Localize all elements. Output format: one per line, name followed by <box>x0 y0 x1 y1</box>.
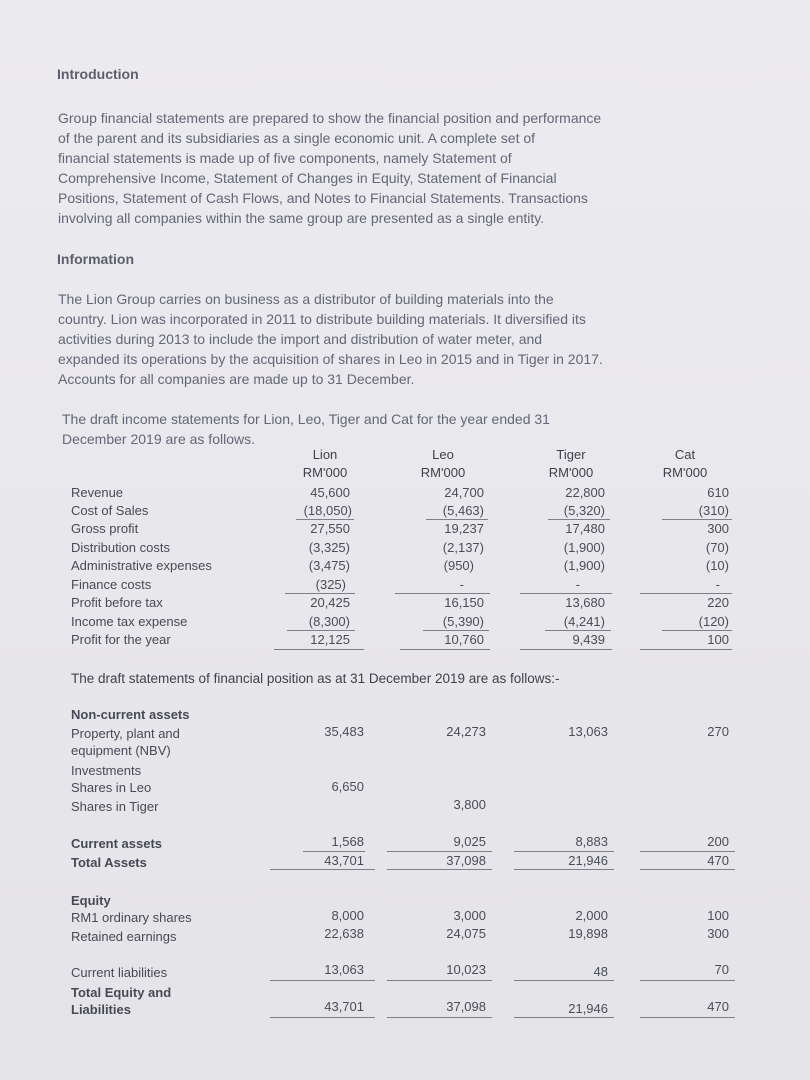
value-cell: 9,025 <box>453 834 486 849</box>
intro-line: involving all companies within the same group are presented as a single entity. <box>58 210 545 226</box>
column-header-tiger <box>521 447 621 480</box>
value-cell: 19,898 <box>568 926 608 941</box>
value-cell: 43,701 <box>324 853 364 868</box>
value-cell: 13,063 <box>324 962 364 977</box>
value-cell: 35,483 <box>324 724 364 739</box>
value-cell: 610 <box>707 485 729 500</box>
row-current-assets: Current assets <box>71 836 163 851</box>
ppe-label-line: equipment (NBV) <box>71 743 171 758</box>
row-shares-in-leo: Shares in Leo <box>71 780 152 795</box>
value-cell: 9,439 <box>572 632 605 647</box>
row-shares-in-tiger: Shares in Tiger <box>71 799 159 814</box>
value-cell: 100 <box>707 632 729 647</box>
value-cell: (18,050) <box>303 503 352 518</box>
intro-line: Comprehensive Income, Statement of Changes in Equity, Statement of Financial <box>58 170 557 186</box>
value-cell: 24,075 <box>446 926 486 941</box>
value-cell: 13,680 <box>565 595 605 610</box>
row-gross-profit: Gross profit <box>71 521 139 536</box>
value-cell: (3,475) <box>308 558 350 573</box>
row-total-assets: Total Assets <box>71 855 147 870</box>
company-unit: RM'000 <box>420 465 466 480</box>
subtotal-rule <box>285 593 355 594</box>
total-rule <box>274 649 364 650</box>
subtotal-rule <box>387 980 492 981</box>
value-cell: 10,023 <box>446 962 486 977</box>
column-header-lion <box>275 447 375 480</box>
value-cell: 21,946 <box>568 853 608 868</box>
introduction-paragraph <box>58 108 733 228</box>
value-cell: 19,237 <box>444 521 484 536</box>
company-name: Leo <box>432 447 454 462</box>
value-cell: (5,463) <box>442 503 484 518</box>
sofp-intro: The draft statements of financial position as at 31 December 2019 are as follows:- <box>71 671 560 686</box>
value-cell: 37,098 <box>446 999 486 1014</box>
value-cell: (5,320) <box>563 503 605 518</box>
information-heading: Information <box>57 251 134 267</box>
subtotal-rule <box>520 593 612 594</box>
value-cell: (1,900) <box>563 558 605 573</box>
company-name: Tiger <box>556 447 586 462</box>
value-cell: 8,883 <box>575 834 608 849</box>
subtotal-rule <box>514 980 614 981</box>
value-cell: 10,760 <box>444 632 484 647</box>
subtotal-rule <box>287 630 355 631</box>
value-cell: (325) <box>315 577 346 592</box>
company-name: Lion <box>312 447 338 462</box>
total-rule <box>640 1017 735 1018</box>
column-header-cat <box>635 447 735 480</box>
value-cell: 270 <box>707 724 729 739</box>
value-cell: (70) <box>705 540 729 555</box>
total-rule <box>270 869 375 870</box>
value-cell: 37,098 <box>446 853 486 868</box>
company-unit: RM'000 <box>662 465 708 480</box>
total-rule <box>514 869 614 870</box>
value-cell: 13,063 <box>568 724 608 739</box>
value-cell: 300 <box>707 521 729 536</box>
subtotal-rule <box>303 851 365 852</box>
intro-line: Group financial statements are prepared to show the financial position and performance <box>58 110 602 126</box>
intro-statement-line: The draft income statements for Lion, Leo, Tiger and Cat for the year ended 31 <box>62 411 550 427</box>
info-line: activities during 2013 to include the import and distribution of water meter, and <box>58 331 543 347</box>
subtotal-rule <box>387 851 492 852</box>
column-header-leo <box>393 447 493 480</box>
subtotal-rule <box>640 851 735 852</box>
value-cell: (3,325) <box>308 540 350 555</box>
row-distribution-costs: Distribution costs <box>71 540 170 555</box>
row-revenue: Revenue <box>71 485 124 500</box>
intro-line: Positions, Statement of Cash Flows, and Notes to Financial Statements. Transactions <box>58 190 588 206</box>
company-unit: RM'000 <box>302 465 348 480</box>
value-cell: 12,125 <box>310 632 350 647</box>
value-cell: (4,241) <box>563 614 605 629</box>
row-income-tax-expense: Income tax expense <box>71 614 188 629</box>
info-line: country. Lion was incorporated in 2011 to distribute building materials. It diversified its <box>58 311 586 327</box>
value-cell: 22,638 <box>324 926 364 941</box>
value-cell: 8,000 <box>331 908 364 923</box>
row-administrative-expenses: Administrative expenses <box>71 558 212 573</box>
info-line: Accounts for all companies are made up to 31 December. <box>58 371 415 387</box>
row-ordinary-shares: RM1 ordinary shares <box>71 910 192 925</box>
subtotal-rule <box>395 593 490 594</box>
subtotal-rule <box>640 980 735 981</box>
value-cell: (950) <box>443 558 474 573</box>
value-cell: (1,900) <box>563 540 605 555</box>
value-cell: 200 <box>707 834 729 849</box>
row-investments: Investments <box>71 763 142 778</box>
subtotal-rule <box>548 519 610 520</box>
non-current-assets-heading: Non-current assets <box>71 707 190 722</box>
subtotal-rule <box>662 519 732 520</box>
value-cell: - <box>459 577 464 592</box>
subtotal-rule <box>296 519 354 520</box>
value-cell: - <box>575 577 580 592</box>
total-el-label-line: Liabilities <box>71 1002 131 1017</box>
value-cell: (310) <box>698 503 729 518</box>
total-rule <box>387 1017 492 1018</box>
subtotal-rule <box>426 519 488 520</box>
row-finance-costs: Finance costs <box>71 577 152 592</box>
row-total-equity-liabilities <box>71 984 171 1018</box>
row-profit-for-the-year: Profit for the year <box>71 632 171 647</box>
row-retained-earnings: Retained earnings <box>71 929 177 944</box>
value-cell: (8,300) <box>308 614 350 629</box>
value-cell: 20,425 <box>310 595 350 610</box>
total-rule <box>520 649 612 650</box>
value-cell: - <box>715 577 720 592</box>
subtotal-rule <box>423 630 489 631</box>
intro-statement-line: December 2019 are as follows. <box>62 431 255 447</box>
value-cell: 1,568 <box>331 834 364 849</box>
row-property-plant-equipment <box>71 725 180 759</box>
total-rule <box>640 869 735 870</box>
value-cell: 21,946 <box>568 1001 608 1016</box>
row-cost-of-sales: Cost of Sales <box>71 503 149 518</box>
value-cell: (5,390) <box>442 614 484 629</box>
total-rule <box>514 1017 614 1018</box>
intro-line: of the parent and its subsidiaries as a single economic unit. A complete set of <box>58 130 536 146</box>
row-profit-before-tax: Profit before tax <box>71 595 163 610</box>
equity-heading: Equity <box>71 893 111 908</box>
ppe-label-line: Property, plant and <box>71 726 180 741</box>
subtotal-rule <box>514 851 614 852</box>
value-cell: 24,700 <box>444 485 484 500</box>
subtotal-rule <box>270 980 375 981</box>
intro-line: financial statements is made up of five components, namely Statement of <box>58 150 512 166</box>
value-cell: 70 <box>714 962 729 977</box>
income-statement-intro <box>62 409 734 449</box>
total-rule <box>270 1017 375 1018</box>
row-current-liabilities: Current liabilities <box>71 965 168 980</box>
value-cell: 45,600 <box>310 485 350 500</box>
value-cell: 24,273 <box>446 724 486 739</box>
value-cell: (120) <box>698 614 729 629</box>
value-cell: 17,480 <box>565 521 605 536</box>
total-el-label-line: Total Equity and <box>71 985 172 1000</box>
info-line: The Lion Group carries on business as a distributor of building materials into the <box>58 291 554 307</box>
value-cell: (10) <box>705 558 729 573</box>
value-cell: 3,800 <box>453 797 486 812</box>
value-cell: 48 <box>593 964 608 979</box>
value-cell: 6,650 <box>331 779 364 794</box>
value-cell: 22,800 <box>565 485 605 500</box>
value-cell: 43,701 <box>324 999 364 1014</box>
info-line: expanded its operations by the acquisition of shares in Leo in 2015 and in Tiger in 2017. <box>58 351 603 367</box>
value-cell: 100 <box>707 908 729 923</box>
company-unit: RM'000 <box>548 465 594 480</box>
information-paragraph <box>58 289 733 389</box>
subtotal-rule <box>640 593 732 594</box>
value-cell: 3,000 <box>453 908 486 923</box>
value-cell: 470 <box>707 999 729 1014</box>
value-cell: 27,550 <box>310 521 350 536</box>
value-cell: (2,137) <box>442 540 484 555</box>
value-cell: 16,150 <box>444 595 484 610</box>
subtotal-rule <box>662 630 732 631</box>
total-rule <box>640 649 732 650</box>
value-cell: 470 <box>707 853 729 868</box>
introduction-heading: Introduction <box>57 66 139 82</box>
value-cell: 300 <box>707 926 729 941</box>
value-cell: 220 <box>707 595 729 610</box>
total-rule <box>400 649 490 650</box>
subtotal-rule <box>545 630 611 631</box>
total-rule <box>387 869 492 870</box>
company-name: Cat <box>674 447 696 462</box>
value-cell: 2,000 <box>575 908 608 923</box>
